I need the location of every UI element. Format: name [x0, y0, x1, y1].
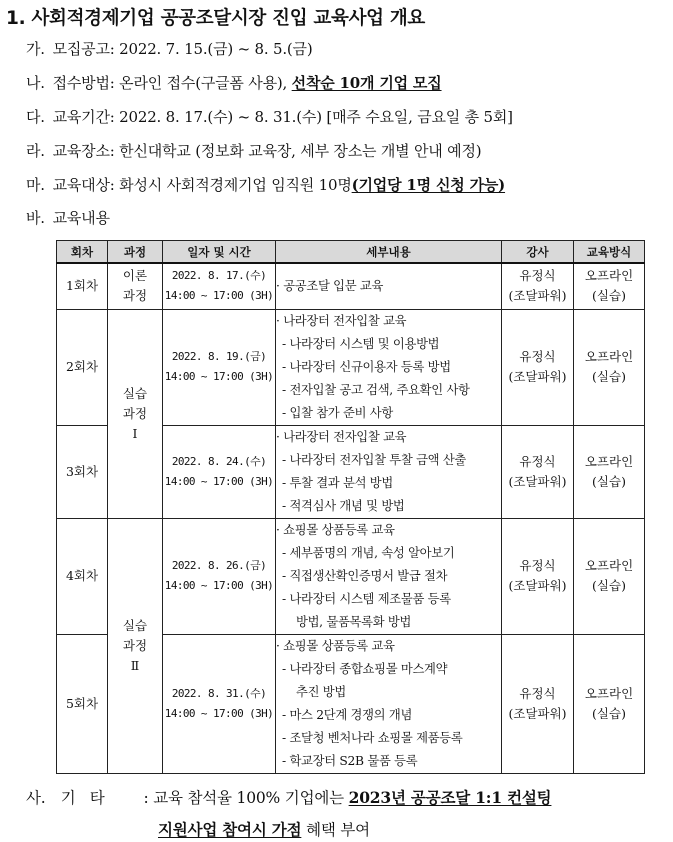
item-label: 교육장소:: [52, 142, 115, 160]
instructor-cell: [502, 634, 574, 773]
method-note: (실습): [592, 288, 626, 304]
time-text: 14:00 ~ 17:00 (3H): [164, 289, 274, 303]
instructor-name: 유정식: [519, 685, 556, 701]
course-cell: [108, 518, 163, 773]
time-text: 14:00 ~ 17:00 (3H): [164, 474, 274, 488]
item-marker: 사.: [26, 789, 46, 807]
details-subitem: - 세부품명의 개념, 속성 알아보기: [282, 545, 455, 560]
date-text: 2022. 8. 31.(수): [171, 686, 267, 700]
method-cell: [574, 518, 645, 634]
session-cell: 2회차: [57, 309, 108, 425]
session-cell: 5회차: [57, 634, 108, 773]
header-details: 세부내용: [276, 241, 502, 264]
other-benefits-item: [26, 786, 551, 808]
instructor-name: 유정식: [519, 453, 556, 469]
item-text: 한신대학교 (정보화 교육장, 세부 장소는 개별 안내 예정): [119, 142, 482, 160]
details-cell: [276, 263, 502, 309]
method-note: (실습): [592, 369, 626, 384]
details-subitem: - 나라장터 신규이용자 등록 방법: [282, 359, 451, 374]
instructor-org: (조달파워): [508, 578, 567, 593]
instructor-name: 유정식: [519, 349, 556, 364]
datetime-cell: [163, 425, 276, 518]
details-heading: · 나라장터 전자입찰 교육: [276, 429, 407, 444]
item-label: 교육내용: [52, 209, 110, 227]
table-row: [57, 309, 645, 425]
instructor-cell: [502, 518, 574, 634]
method-note: (실습): [592, 578, 626, 593]
date-text: 2022. 8. 17.(수): [171, 269, 267, 283]
table-row: [57, 263, 645, 309]
header-datetime: 일자 및 시간: [163, 241, 276, 264]
method-note: (실습): [592, 473, 626, 489]
item-colon: :: [143, 789, 149, 807]
method-type: 오프라인: [584, 558, 634, 573]
course-cell: [108, 309, 163, 518]
date-text: 2022. 8. 19.(금): [171, 350, 267, 363]
details-subitem: - 투찰 결과 분석 방법: [282, 475, 393, 490]
details-subitem: 방법, 물품목록화 방법: [296, 614, 412, 629]
item-marker: 바.: [26, 209, 45, 227]
item-label: 기 타: [60, 789, 105, 807]
datetime-cell: [163, 518, 276, 634]
details-heading: · 쇼핑몰 상품등록 교육: [276, 638, 395, 653]
method-type: 오프라인: [584, 268, 634, 284]
details-heading: · 나라장터 전자입찰 교육: [276, 313, 407, 328]
education-target-item: [26, 174, 505, 195]
details-cell: [276, 309, 502, 425]
method-cell: [574, 263, 645, 309]
application-method-item: [26, 72, 442, 93]
recruit-notice-item: [26, 38, 313, 59]
instructor-org: (조달파워): [508, 288, 567, 304]
item-marker: 다.: [26, 108, 45, 126]
item-label: 접수방법:: [52, 74, 115, 92]
details-subitem: - 적격심사 개념 및 방법: [282, 498, 405, 513]
instructor-name: 유정식: [519, 268, 556, 284]
course-line: 과정: [122, 637, 148, 653]
date-text: 2022. 8. 24.(수): [171, 454, 267, 468]
instructor-org: (조달파워): [508, 473, 567, 489]
details-heading: · 쇼핑몰 상품등록 교육: [276, 522, 395, 537]
method-cell: [574, 425, 645, 518]
details-heading: · 공공조달 입문 교육: [276, 278, 384, 293]
details-subitem: - 조달청 벤처나라 쇼핑몰 제품등록: [282, 730, 463, 745]
details-subitem: - 입찰 참가 준비 사항: [282, 405, 393, 420]
course-line: Ⅱ: [130, 657, 140, 673]
item-marker: 가.: [26, 40, 45, 58]
schedule-table: [56, 240, 645, 774]
course-line: 실습: [122, 385, 148, 401]
time-text: 14:00 ~ 17:00 (3H): [164, 579, 274, 592]
instructor-cell: [502, 263, 574, 309]
section-title: 1. 사회적경제기업 공공조달시장 진입 교육사업 개요: [6, 8, 425, 29]
item-text: 온라인 접수(구글폼 사용),: [119, 74, 292, 92]
details-cell: [276, 634, 502, 773]
date-text: 2022. 8. 26.(금): [171, 559, 267, 572]
item-emphasis: (기업당 1명 신청 가능): [351, 176, 506, 194]
item-tail: 혜택 부여: [306, 821, 370, 839]
instructor-cell: [502, 309, 574, 425]
education-content-item: [26, 207, 110, 228]
time-text: 14:00 ~ 17:00 (3H): [164, 370, 274, 383]
datetime-cell: [163, 634, 276, 773]
item-text: 화성시 사회적경제기업 임직원 10명: [119, 176, 352, 194]
method-type: 오프라인: [584, 453, 634, 469]
details-subitem: - 나라장터 시스템 및 이용방법: [282, 336, 440, 351]
method-cell: [574, 309, 645, 425]
datetime-cell: [163, 309, 276, 425]
instructor-org: (조달파워): [508, 369, 567, 384]
item-label: 모집공고:: [52, 40, 115, 58]
course-line: 과정: [122, 288, 148, 304]
course-line: 실습: [122, 617, 148, 633]
session-cell: 4회차: [57, 518, 108, 634]
details-subitem: - 직접생산확인증명서 발급 절차: [282, 568, 448, 583]
other-benefits-continued: [158, 818, 370, 840]
course-cell: [108, 263, 163, 309]
item-marker: 나.: [26, 74, 45, 92]
header-course: 과정: [108, 241, 163, 264]
item-text: 2022. 7. 15.(금) ~ 8. 5.(금): [119, 40, 313, 58]
details-subitem: - 나라장터 전자입찰 투찰 금액 산출: [282, 452, 467, 467]
item-emphasis: 2023년 공공조달 1:1 컨설팅: [348, 788, 552, 807]
table-header-row: [57, 241, 645, 264]
course-line: 과정: [122, 405, 148, 421]
details-subitem: - 마스 2단계 경쟁의 개념: [282, 707, 413, 722]
session-cell: 1회차: [57, 263, 108, 309]
instructor-org: (조달파워): [508, 705, 567, 721]
header-method: 교육방식: [574, 241, 645, 264]
details-subitem: 추진 방법: [296, 684, 346, 699]
datetime-cell: [163, 263, 276, 309]
details-subitem: - 학교장터 S2B 물품 등록: [282, 753, 418, 768]
method-note: (실습): [592, 705, 626, 721]
item-label: 교육대상:: [52, 176, 115, 194]
details-cell: [276, 518, 502, 634]
method-cell: [574, 634, 645, 773]
instructor-name: 유정식: [519, 558, 556, 573]
table-row: [57, 518, 645, 634]
method-type: 오프라인: [584, 349, 634, 364]
item-label: 교육기간:: [52, 108, 115, 126]
details-subitem: - 나라장터 종합쇼핑몰 마스계약: [282, 661, 448, 676]
details-cell: [276, 425, 502, 518]
session-cell: 3회차: [57, 425, 108, 518]
instructor-cell: [502, 425, 574, 518]
details-subitem: - 전자입찰 공고 검색, 주요확인 사항: [282, 382, 470, 397]
header-session: 회차: [57, 241, 108, 264]
item-text: 2022. 8. 17.(수) ~ 8. 31.(수) [매주 수요일, 금요일 총 5회]: [119, 108, 513, 126]
course-line: Ⅰ: [132, 425, 138, 441]
method-type: 오프라인: [584, 685, 634, 701]
item-marker: 마.: [26, 176, 45, 194]
item-emphasis: 지원사업 참여시 가점: [158, 820, 302, 839]
time-text: 14:00 ~ 17:00 (3H): [164, 706, 274, 720]
education-place-item: [26, 140, 481, 161]
item-text: 교육 참석율 100% 기업에는: [153, 789, 344, 807]
details-subitem: - 나라장터 시스템 제조물품 등록: [282, 591, 451, 606]
education-period-item: [26, 106, 513, 127]
header-instructor: 강사: [502, 241, 574, 264]
course-line: 이론: [122, 268, 148, 284]
item-emphasis: 선착순 10개 기업 모집: [291, 74, 442, 92]
item-marker: 라.: [26, 142, 45, 160]
